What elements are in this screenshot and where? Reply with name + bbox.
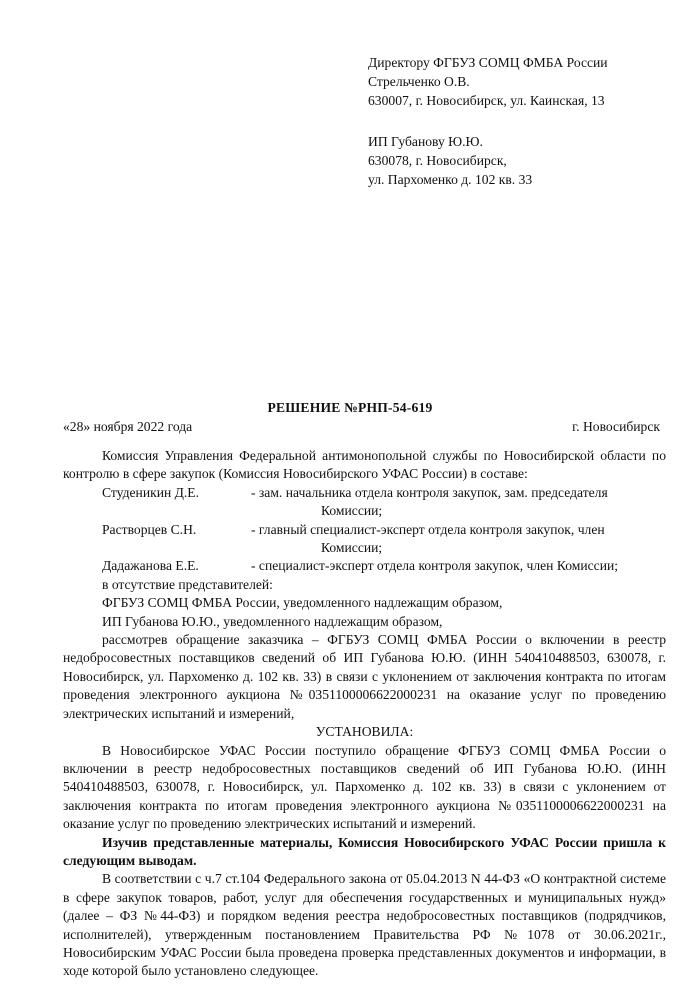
member-role-text: - специалист-эксперт отдела контроля закупок, член Комиссии; — [251, 558, 619, 574]
considered-paragraph: рассмотрев обращение заказчика – ФГБУЗ СОМЦ ФМБА России о включении в реестр недобросовестных поставщиков сведений об ИП Губанова Ю.Ю. (ИНН 540410488503, 630078, г. Новосибирск, ул. Пархоменко д. 102 кв. 33) в связи с уклонением от заключения контракта по итогам проведения электронного аукциона №0351100006622000231 на оказание услуг по проведению электрических испытаний и измерений, — [63, 632, 666, 721]
member-role — [251, 557, 666, 575]
absent-party: ИП Губанова Ю.Ю., уведомленного надлежащим образом, — [102, 613, 443, 629]
decision-city: г. Новосибирск — [572, 419, 660, 434]
recipient-line: ул. Пархоменко д. 102 кв. 33 — [368, 172, 533, 187]
recipient-line: ИП Губанову Ю.Ю. — [368, 134, 483, 149]
recipient-block-entrepreneur — [368, 132, 532, 189]
recipient-line: Директору ФГБУЗ СОМЦ ФМБА России — [368, 55, 608, 70]
member-role-text: - зам. начальника отдела контроля закупок, зам. председателя — [251, 484, 608, 500]
member-role — [251, 521, 666, 558]
conclusion-intro: Изучив представленные материалы, Комиссия Новосибирского УФАС России пришла к следующим выводам. — [63, 834, 666, 868]
member-name: Студеникин Д.Е. — [102, 484, 200, 500]
member-role-tail: Комиссии; — [321, 540, 383, 556]
decision-date: «28» ноября 2022 года — [63, 419, 193, 434]
absent-party: ФГБУЗ СОМЦ ФМБА России, уведомленного надлежащим образом, — [102, 595, 503, 611]
legal-basis-paragraph: В соответствии с ч.7 ст.104 Федерального закона от 05.04.2013 N 44-ФЗ «О контрактной системе в сфере закупок товаров, работ, услуг для обеспечения государственных и муниципальных нужд» (далее – ФЗ №44-ФЗ) и порядком ведения реестра недобросовестных поставщиков (подрядчиков, исполнителей), утвержденным постановлением Правительства РФ №1078 от 30.06.2021г., Новосибирским УФАС России была проведена проверка представленных документов и информации, в ходе которой было установлено следующее. — [63, 871, 666, 979]
member-role — [251, 484, 666, 521]
commission-member — [63, 557, 666, 575]
decision-dateline — [63, 419, 660, 435]
recipient-line: 630007, г. Новосибирск, ул. Каинская, 13 — [368, 93, 605, 108]
recipient-line: 630078, г. Новосибирск, — [368, 153, 507, 168]
established-heading: УСТАНОВИЛА: — [315, 724, 414, 740]
member-role-text: - главный специалист-эксперт отдела контроля закупок, член — [251, 521, 605, 537]
recipient-block-director — [368, 53, 608, 110]
member-role-tail: Комиссии; — [321, 503, 383, 519]
member-name: Дадажанова Е.Е. — [102, 558, 199, 574]
document-body — [63, 447, 666, 981]
commission-member — [63, 484, 666, 521]
absence-line: в отсутствие представителей: — [102, 576, 273, 592]
commission-intro: Комиссия Управления Федеральной антимонопольной службы по Новосибирской области по контролю в сфере закупок (Комиссия Новосибирского УФАС России) в составе: — [63, 448, 666, 482]
member-name: Растворцев С.Н. — [102, 521, 197, 537]
commission-member — [63, 521, 666, 558]
decision-title: РЕШЕНИЕ №РНП-54-619 — [267, 400, 433, 415]
established-paragraph: В Новосибирское УФАС России поступило обращение ФГБУЗ СОМЦ ФМБА России о включении в реестр недобросовестных поставщиков сведений об ИП Губанова Ю.Ю. (ИНН 540410488503, 630078, г. Новосибирск, ул. Пархоменко д. 102 кв. 33) в связи с уклонением от заключения контракта по итогам проведения электронного аукциона №0351100006622000231 на оказание услуг по проведению электрических испытаний и измерений. — [63, 742, 666, 832]
recipient-line: Стрельченко О.В. — [368, 74, 470, 89]
